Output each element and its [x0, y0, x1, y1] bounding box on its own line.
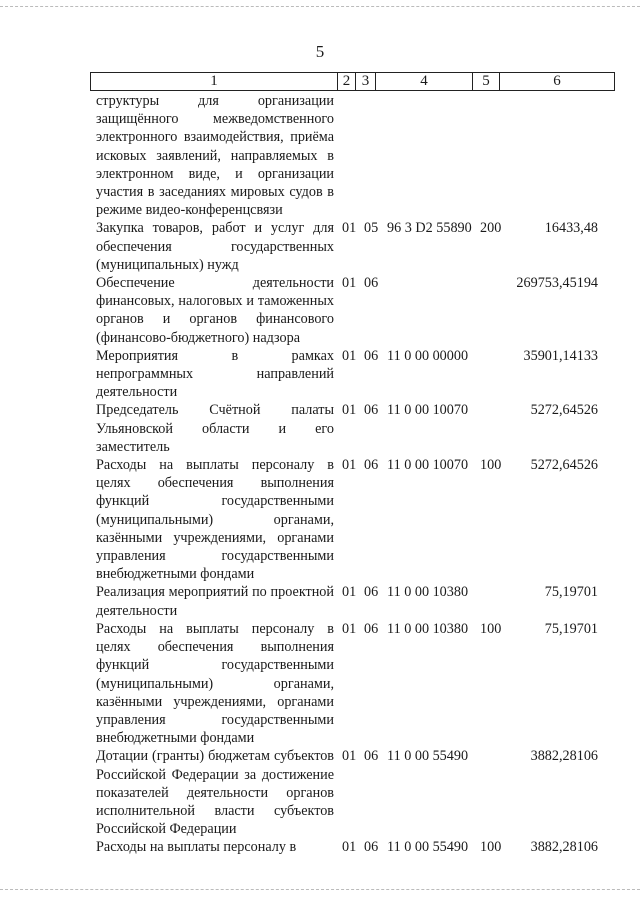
scan-edge-bottom [0, 889, 640, 891]
row-section: 01 [342, 220, 357, 237]
row-target-article: 11 0 00 10380 [387, 620, 469, 637]
row-name: Расходы на выплаты персоналу в целях обеспечения выполнения функций государственными (муниципальными) органами, казёнными учреждениями, органами управления государственными внебюджетными фондами [96, 457, 334, 583]
row-target-article: 11 0 00 55490 [387, 748, 469, 765]
row-amount: 75,19701 [544, 584, 598, 601]
header-col-3: 3 [356, 73, 376, 91]
row-subsection: 06 [364, 275, 379, 292]
row-name: структуры для организации защищённого межведомственного электронного взаимодействия, приёма исковых заявлений, направляемых в электронном виде, и организации участия в заседаниях мировых судов в режиме видео-конференцсвязи [96, 93, 334, 219]
row-amount: 3882,28106 [530, 839, 598, 856]
row-amount: 16433,48 [544, 220, 598, 237]
row-target-article: 11 0 00 10070 [387, 457, 469, 474]
header-col-4: 4 [376, 73, 473, 91]
row-section: 01 [342, 347, 357, 364]
row-section: 01 [342, 457, 357, 474]
row-amount: 3882,28106 [530, 748, 598, 765]
row-subsection: 06 [364, 457, 379, 474]
row-name: Председатель Счётной палаты Ульяновской области и его заместитель [96, 402, 334, 455]
row-section: 01 [342, 402, 357, 419]
row-name: Закупка товаров, работ и услуг для обеспечения государственных (муниципальных) нужд [96, 220, 334, 273]
header-col-6: 6 [500, 73, 615, 91]
table-row [96, 274, 616, 347]
row-amount: 5272,64526 [530, 457, 598, 474]
table-row [96, 219, 616, 274]
row-amount: 75,19701 [544, 620, 598, 637]
row-name: Мероприятия в рамках непрограммных направлений деятельности [96, 347, 334, 401]
header-col-2: 2 [338, 73, 356, 91]
row-target-article: 96 3 D2 55890 [387, 220, 472, 237]
row-amount: 35901,14133 [523, 347, 598, 364]
row-subsection: 06 [364, 748, 379, 765]
table-header [90, 72, 615, 91]
row-target-article: 11 0 00 10070 [387, 402, 469, 419]
row-target-article: 11 0 00 55490 [387, 839, 469, 856]
row-subsection: 06 [364, 620, 379, 637]
row-section: 01 [342, 748, 357, 765]
row-section: 01 [342, 584, 357, 601]
row-section: 01 [342, 839, 357, 856]
row-section: 01 [342, 275, 357, 292]
table-row [96, 838, 616, 856]
table-row [96, 583, 616, 619]
table-row [96, 92, 616, 219]
row-name: Обеспечение деятельности финансовых, налоговых и таможенных органов и органов финансового (финансово-бюджетного) надзора [96, 275, 334, 346]
row-name: Расходы на выплаты персоналу в целях обеспечения выполнения функций государственными (муниципальными) органами, казёнными учреждениями, органами управления государственными внебюджетными фондами [96, 620, 334, 747]
header-col-1: 1 [91, 73, 338, 91]
row-amount: 5272,64526 [530, 402, 598, 419]
table-row [96, 747, 616, 838]
table-row [96, 456, 616, 583]
row-expense-type: 100 [480, 457, 502, 474]
row-subsection: 06 [364, 347, 379, 364]
table-row [96, 401, 616, 456]
scan-edge-top [0, 6, 640, 8]
row-subsection: 06 [364, 839, 379, 856]
row-name: Реализация мероприятий по проектной деятельности [96, 584, 334, 619]
budget-table-body [96, 92, 616, 857]
row-subsection: 06 [364, 584, 379, 601]
row-name: Дотации (гранты) бюджетам субъектов Российской Федерации за достижение показателей деятельности органов исполнительной власти субъектов Российской Федерации [96, 748, 334, 838]
row-expense-type: 100 [480, 839, 502, 856]
row-expense-type: 200 [480, 220, 502, 237]
row-target-article: 11 0 00 00000 [387, 347, 469, 364]
header-col-5: 5 [473, 73, 500, 91]
row-section: 01 [342, 620, 357, 637]
table-row [96, 620, 616, 747]
row-name: Расходы на выплаты персоналу в [96, 839, 297, 856]
table-row [96, 347, 616, 402]
row-subsection: 06 [364, 402, 379, 419]
row-target-article: 11 0 00 10380 [387, 584, 469, 601]
row-amount: 269753,45194 [516, 275, 598, 292]
page-number: 5 [315, 42, 325, 61]
row-expense-type: 100 [480, 620, 502, 637]
row-subsection: 05 [364, 220, 379, 237]
